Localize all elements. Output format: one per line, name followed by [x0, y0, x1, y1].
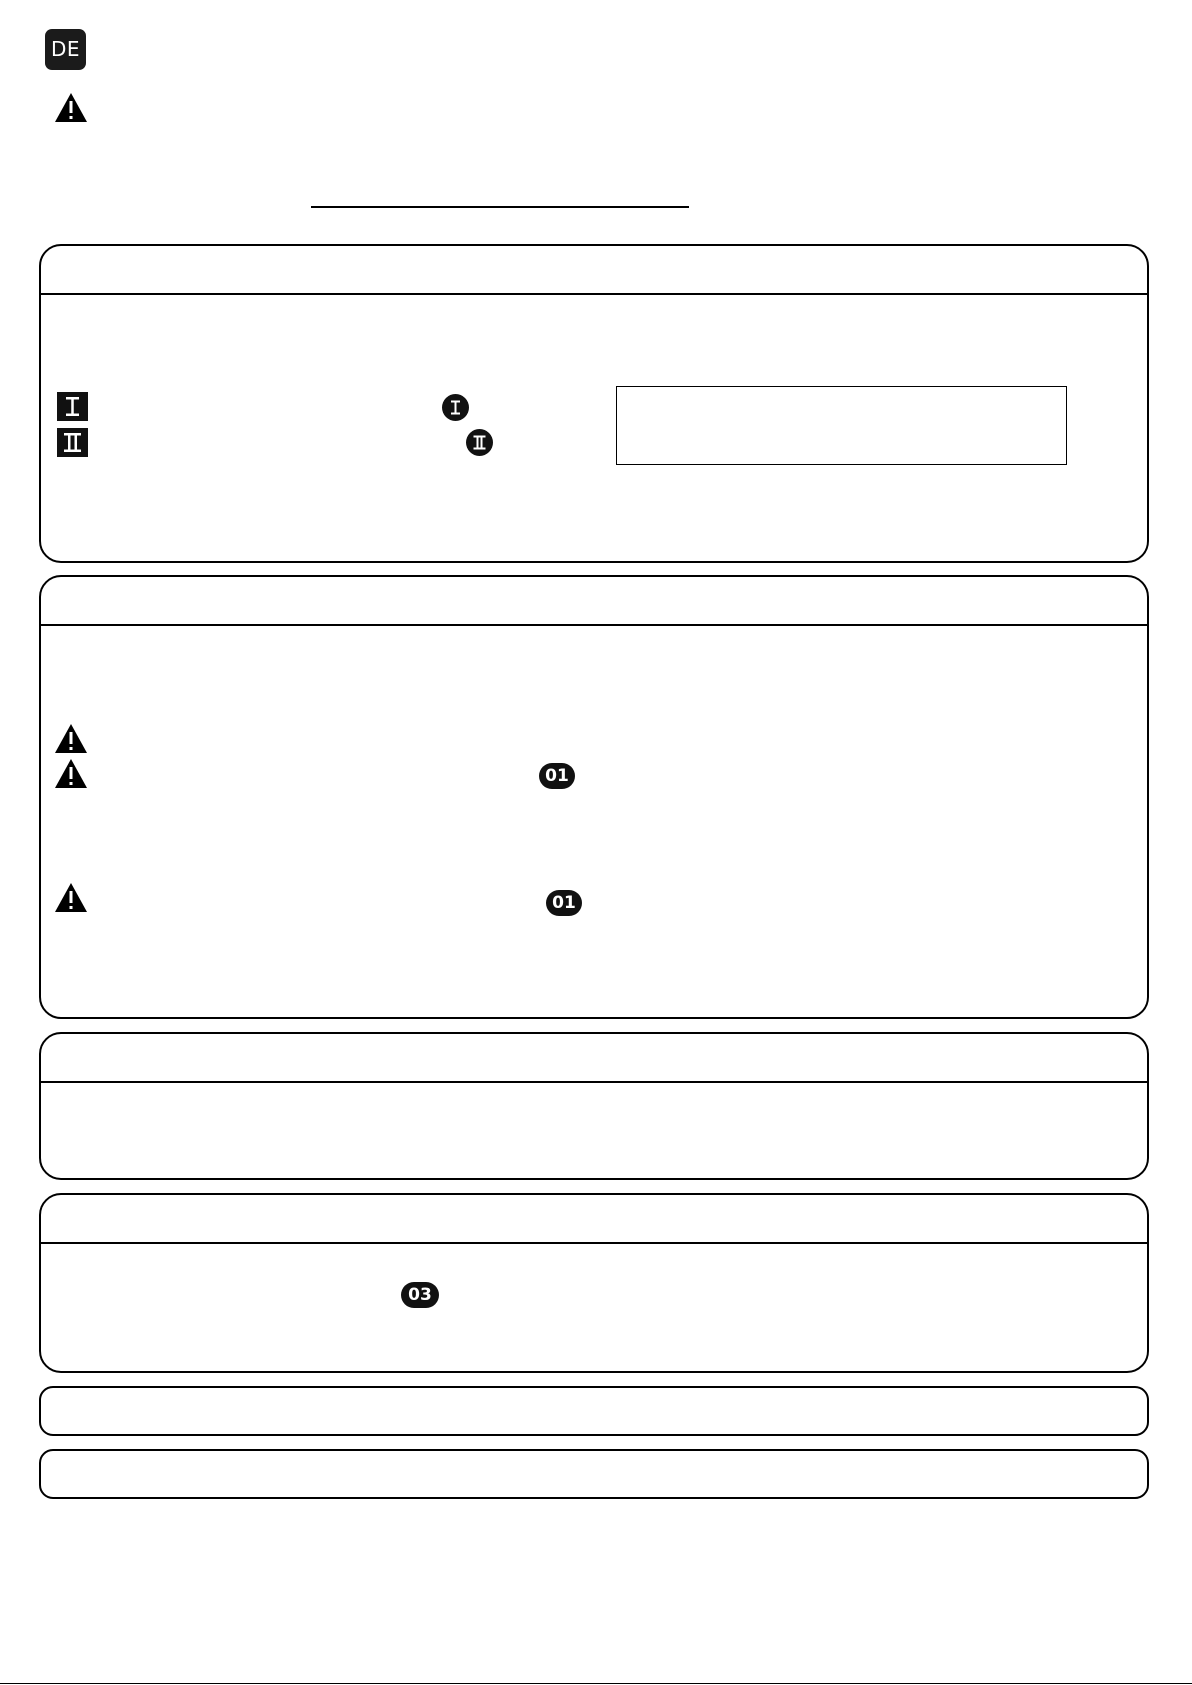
- step-badge-03: 03: [401, 1282, 439, 1308]
- roman-numeral-two-circle-icon: [466, 429, 493, 456]
- warning-icon: [54, 882, 88, 913]
- step-badge-01: 01: [539, 763, 575, 789]
- section-card-4: [39, 1193, 1149, 1373]
- section-card-2: [39, 575, 1149, 1019]
- section-header-divider: [41, 293, 1147, 295]
- language-badge: DE: [45, 29, 86, 70]
- warning-icon: [54, 92, 88, 123]
- step-badge-01: 01: [546, 890, 582, 916]
- warning-icon: [54, 758, 88, 789]
- warning-icon: [54, 723, 88, 754]
- blank-note-box: [616, 386, 1067, 465]
- roman-numeral-two-icon: [57, 428, 88, 457]
- section-header-divider: [41, 1081, 1147, 1083]
- roman-numeral-one-icon: [57, 392, 88, 421]
- section-card-5: [39, 1386, 1149, 1436]
- section-header-divider: [41, 624, 1147, 626]
- roman-numeral-one-circle-icon: [442, 394, 469, 421]
- section-header-divider: [41, 1242, 1147, 1244]
- section-card-3: [39, 1032, 1149, 1180]
- section-card-6: [39, 1449, 1149, 1499]
- title-underline: [311, 206, 689, 208]
- page-bottom-rule: [0, 1683, 1192, 1684]
